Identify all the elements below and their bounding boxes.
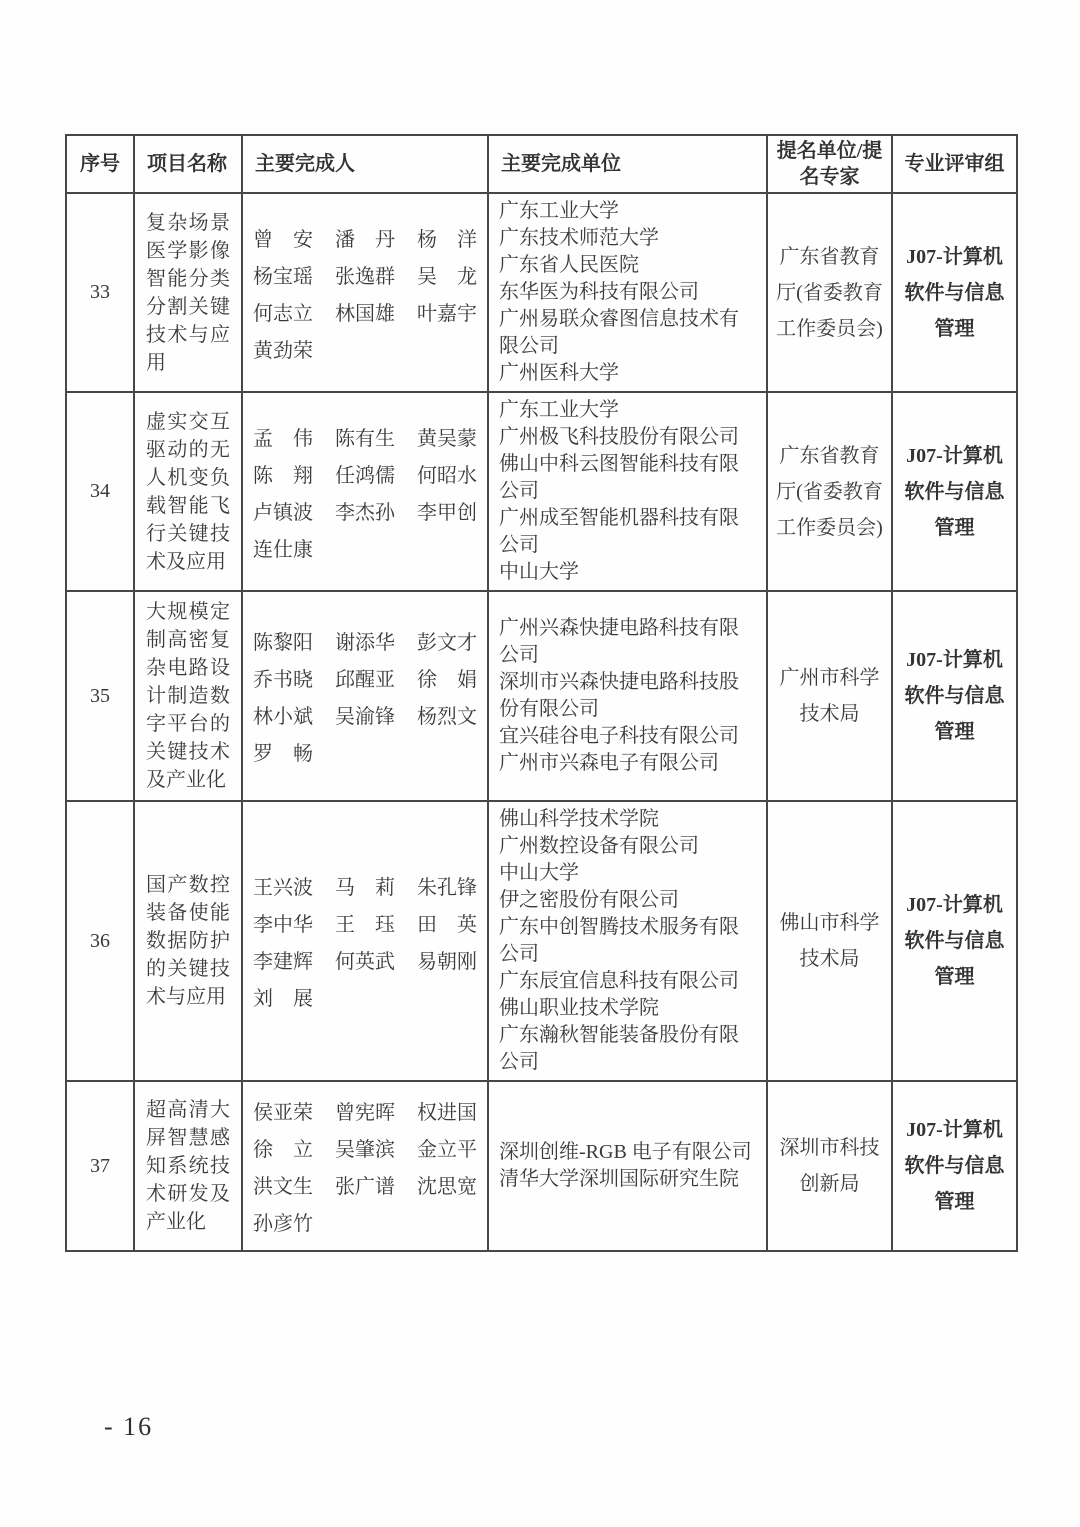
organization-name: 广州成至智能机器科技有限公司 [499,507,739,556]
contributor-name: 陈 有 生 [335,427,395,450]
contributor-name: 吴 渝 锋 [335,706,395,728]
page-number: - 16 [104,1412,154,1441]
contributor-name: 罗 畅 [253,743,313,765]
review-group-cell: J07-计算机软件与信息管理 [892,1081,1017,1251]
review-group-cell: J07-计算机软件与信息管理 [892,801,1017,1081]
contributor-name: 孟 伟 [253,427,313,450]
contributors-line [253,1170,477,1199]
project-name-cell [134,801,242,1081]
contributors-line [253,1096,477,1125]
contributor-name: 王 兴 波 [253,877,313,899]
contributor-name: 杨 洋 [417,228,477,251]
contributor-name: 沈 思 宽 [417,1176,477,1198]
contributor-name: 何 昭 水 [417,464,477,487]
contributors-line [253,1207,477,1236]
contributor-name: 杨 烈 文 [417,706,477,728]
project-name: 国产数控装备使能数据防护的关键技术与应用 [146,874,230,1008]
contributor-name: 邱 醒 亚 [335,669,395,691]
contributors-cell [242,1081,488,1251]
table-header [66,135,1017,193]
nominator-cell: 深圳市科技创新局 [767,1081,892,1251]
nominator-cell: 广东省教育厅(省委教育工作委员会) [767,392,892,591]
contributors-line [253,223,477,252]
contributors-line [253,663,477,692]
contributor-name: 田 英 [417,914,477,936]
contributor-name: 潘 丹 [335,228,395,251]
project-name-cell [134,193,242,392]
contributor-name: 张 逸 群 [335,265,395,288]
contributors-cell [242,392,488,591]
contributor-name: 张 广 谱 [335,1176,395,1198]
contributors-line [253,700,477,729]
organization-name: 深圳创维-RGB 电子有限公司 [499,1141,752,1163]
serial-number: 33 [66,193,134,392]
contributor-name: 何 志 立 [253,302,313,325]
contributors-line [253,908,477,937]
contributors-line [253,1133,477,1162]
organization-name: 广州极飞科技股份有限公司 [499,426,739,448]
organization-name: 广州易联众睿图信息技术有限公司 [499,308,739,357]
organization-name: 清华大学深圳国际研究生院 [499,1168,739,1190]
serial-number: 34 [66,392,134,591]
contributor-name: 权 进 国 [417,1102,477,1124]
review-group-cell: J07-计算机软件与信息管理 [892,193,1017,392]
contributor-name: 连 仕 康 [253,538,313,561]
organization-name: 广东辰宜信息科技有限公司 [499,970,739,992]
project-name: 超高清大屏智慧感知系统技术研发及产业化 [146,1099,230,1233]
organization-name: 深圳市兴森快捷电路科技股份有限公司 [499,671,739,720]
contributor-name: 孙 彦 竹 [253,1213,313,1235]
column-header: 提名单位/提名专家 [767,135,892,193]
contributor-name: 陈 黎 阳 [253,632,313,654]
organization-name: 佛山中科云图智能科技有限公司 [499,453,739,502]
contributors-line [253,533,477,562]
contributor-name: 吴 肇 滨 [335,1139,395,1161]
organization-name: 宜兴硅谷电子科技有限公司 [499,725,739,747]
table-row [66,1081,1017,1251]
contributor-name: 李 杰 孙 [335,501,395,524]
contributors-line [253,626,477,655]
contributors-line [253,982,477,1011]
organizations-cell [488,392,767,591]
contributor-name: 杨 宝 瑶 [253,265,313,288]
organization-name: 广东瀚秋智能装备股份有限公司 [499,1024,739,1073]
contributor-name: 曾 宪 晖 [335,1102,395,1124]
serial-number: 37 [66,1081,134,1251]
project-name: 大规模定制高密复杂电路设计制造数字平台的关键技术及产业化 [146,601,230,791]
contributors-line [253,297,477,326]
contributor-name: 马 莉 [335,877,395,899]
contributor-name: 李 建 辉 [253,951,313,973]
contributors-line [253,260,477,289]
contributors-line [253,334,477,363]
project-name-cell [134,1081,242,1251]
serial-number: 36 [66,801,134,1081]
project-name: 虚实交互驱动的无人机变负载智能飞行关键技术及应用 [146,410,230,573]
project-name: 复杂场景医学影像智能分类分割关键技术与应用 [146,211,230,374]
organization-name: 广州市兴森电子有限公司 [499,752,719,774]
organization-name: 广东省人民医院 [499,254,639,276]
contributors-line [253,945,477,974]
contributor-name: 王 珏 [335,914,395,936]
contributor-name: 任 鸿 儒 [335,464,395,487]
contributors-line [253,496,477,525]
organization-name: 广东技术师范大学 [499,227,659,249]
contributor-name: 乔 书 晓 [253,669,313,691]
organization-name: 伊之密股份有限公司 [499,889,679,911]
column-header: 主要完成人 [242,135,488,193]
contributor-name: 林 小 斌 [253,706,313,728]
contributor-name: 易 朝 刚 [417,951,477,973]
column-header: 序号 [66,135,134,193]
contributors-cell [242,801,488,1081]
contributor-name: 李 中 华 [253,914,313,936]
contributor-name: 卢 镇 波 [253,501,313,524]
contributor-name: 彭 文 才 [417,632,477,654]
contributor-name: 徐 立 [253,1139,313,1161]
organization-name: 东华医为科技有限公司 [499,281,699,303]
table-row [66,591,1017,801]
organizations-cell [488,591,767,801]
contributors-line [253,459,477,488]
organizations-cell [488,193,767,392]
nominator-cell: 佛山市科学技术局 [767,801,892,1081]
organization-name: 佛山科学技术学院 [499,808,659,830]
table-row [66,392,1017,591]
contributor-name: 金 立 平 [417,1139,477,1161]
contributor-name: 洪 文 生 [253,1176,313,1198]
contributor-name: 刘 展 [253,988,313,1010]
organization-name: 中山大学 [499,862,579,884]
serial-number: 35 [66,591,134,801]
contributor-name: 徐 娟 [417,669,477,691]
contributor-name: 黄 劲 荣 [253,339,313,362]
contributor-name: 吴 龙 [417,265,477,288]
project-name-cell [134,591,242,801]
table-body [66,193,1017,1251]
contributors-line [253,422,477,451]
organization-name: 广州医科大学 [499,362,619,384]
organization-name: 中山大学 [499,561,579,583]
contributor-name: 林 国 雄 [335,302,395,325]
organizations-cell [488,801,767,1081]
organization-name: 广东工业大学 [499,399,619,421]
contributor-name: 黄 吴 蒙 [417,427,477,450]
projects-table [65,134,1018,1252]
contributors-cell [242,193,488,392]
contributor-name: 朱 孔 锋 [417,877,477,899]
table-row [66,193,1017,392]
column-header: 专业评审组 [892,135,1017,193]
contributor-name: 叶 嘉 宇 [417,302,477,325]
contributor-name: 侯 亚 荣 [253,1102,313,1124]
table-row [66,801,1017,1081]
organization-name: 广东工业大学 [499,200,619,222]
column-header: 项目名称 [134,135,242,193]
project-name-cell [134,392,242,591]
organization-name: 广州兴森快捷电路科技有限公司 [499,617,739,666]
contributor-name: 李 甲 创 [417,501,477,524]
nominator-cell: 广东省教育厅(省委教育工作委员会) [767,193,892,392]
contributors-line [253,737,477,766]
organization-name: 佛山职业技术学院 [499,997,659,1019]
contributors-cell [242,591,488,801]
organizations-cell [488,1081,767,1251]
column-header: 主要完成单位 [488,135,767,193]
contributor-name: 谢 添 华 [335,632,395,654]
contributor-name: 何 英 武 [335,951,395,973]
review-group-cell: J07-计算机软件与信息管理 [892,591,1017,801]
header-row [66,135,1017,193]
contributors-line [253,871,477,900]
contributor-name: 曾 安 [253,228,313,251]
review-group-cell: J07-计算机软件与信息管理 [892,392,1017,591]
organization-name: 广州数控设备有限公司 [499,835,699,857]
organization-name: 广东中创智腾技术服务有限公司 [499,916,739,965]
nominator-cell: 广州市科学技术局 [767,591,892,801]
contributor-name: 陈 翔 [253,464,313,487]
